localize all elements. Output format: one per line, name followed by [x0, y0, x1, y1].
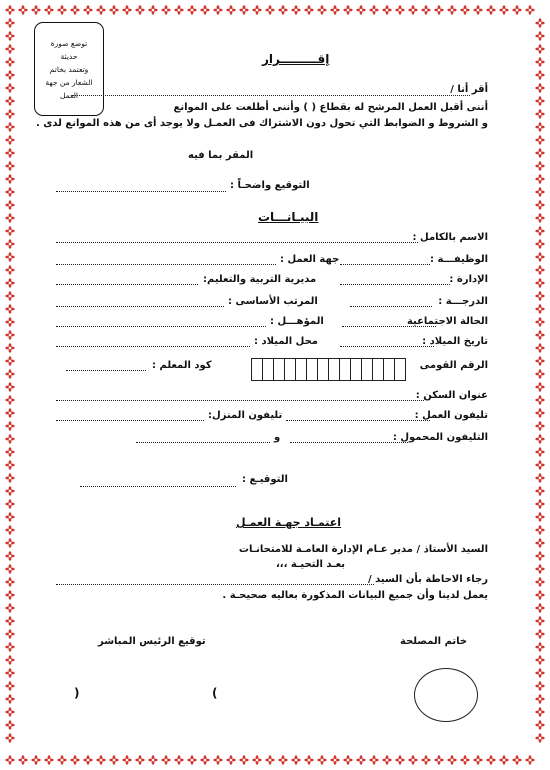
border-ornament	[434, 755, 443, 764]
teacher-code-label: كود المعلم :	[152, 360, 212, 371]
border-ornament	[148, 755, 157, 764]
border-ornament	[535, 31, 544, 40]
birth-date-field[interactable]	[340, 346, 434, 347]
signature-label: التوقيـع :	[242, 474, 288, 485]
administration-label: الإدارة :	[449, 274, 488, 285]
border-ornament	[70, 755, 79, 764]
border-ornament	[330, 5, 339, 14]
border-ornament	[5, 616, 14, 625]
address-field[interactable]	[56, 400, 424, 401]
border-ornament	[535, 395, 544, 404]
border-ornament	[5, 174, 14, 183]
border-ornament	[535, 447, 544, 456]
border-ornament	[535, 590, 544, 599]
border-ornament	[535, 304, 544, 313]
border-ornament	[535, 382, 544, 391]
border-ornament	[96, 5, 105, 14]
border-ornament	[535, 733, 544, 742]
border-ornament	[535, 369, 544, 378]
border-ornament	[486, 5, 495, 14]
border-ornament	[57, 5, 66, 14]
photo-box-line: الشعار من جهة	[45, 77, 93, 87]
border-ornament	[535, 486, 544, 495]
border-ornament	[265, 755, 274, 764]
approval-notice: رجاء الاحاطة بأن السيد /	[368, 574, 488, 585]
border-ornament	[122, 755, 131, 764]
border-ornament	[200, 5, 209, 14]
border-ornament	[535, 668, 544, 677]
border-ornament	[395, 5, 404, 14]
border-ornament	[535, 343, 544, 352]
border-ornament	[18, 755, 27, 764]
border-ornament	[213, 5, 222, 14]
border-ornament	[5, 681, 14, 690]
border-ornament	[369, 755, 378, 764]
border-ornament	[408, 5, 417, 14]
border-ornament	[5, 486, 14, 495]
directorate-label: مديرية التربية والتعليم:	[203, 274, 317, 285]
approval-person-field[interactable]	[56, 584, 374, 585]
border-ornament	[330, 755, 339, 764]
border-ornament	[5, 577, 14, 586]
border-ornament	[265, 5, 274, 14]
border-ornament	[535, 135, 544, 144]
border-ornament	[434, 5, 443, 14]
border-ornament	[252, 5, 261, 14]
approval-confirmation: يعمل لدينا وأن جميع البيانات المذكورة بعاليه صحيحـة .	[222, 590, 488, 601]
qualification-label: المؤهـــل :	[270, 316, 324, 327]
border-ornament	[535, 408, 544, 417]
border-ornament	[535, 499, 544, 508]
border-ornament	[5, 447, 14, 456]
border-ornament	[187, 5, 196, 14]
border-ornament	[5, 356, 14, 365]
border-ornament	[239, 5, 248, 14]
grade-label: الدرجـــة :	[438, 296, 488, 307]
marital-status-label: الحالة الاجتماعية	[406, 316, 488, 327]
signature-field[interactable]	[80, 486, 236, 487]
seal-label: خاتم المصلحة	[400, 636, 468, 647]
declaration-line-2: أننى أقبل العمل المرشح له بقطاع ( ) وأننى أطلعت على الموانع	[173, 102, 488, 113]
border-ornament	[535, 291, 544, 300]
border-ornament	[395, 755, 404, 764]
border-ornament	[5, 460, 14, 469]
border-ornament	[356, 755, 365, 764]
border-ornament	[535, 356, 544, 365]
border-ornament	[122, 5, 131, 14]
photo-box-line: توضع صورة	[50, 38, 88, 48]
border-ornament	[57, 755, 66, 764]
border-ornament	[369, 5, 378, 14]
border-ornament	[304, 5, 313, 14]
supervisor-signature-label: توقيع الرئيس المباشر	[98, 636, 206, 647]
supervisor-signature-field[interactable]	[86, 698, 206, 699]
border-ornament	[486, 755, 495, 764]
border-ornament	[70, 5, 79, 14]
border-ornament	[447, 755, 456, 764]
border-ornament	[535, 109, 544, 118]
full-name-field[interactable]	[56, 242, 418, 243]
border-ornament	[535, 18, 544, 27]
border-ornament	[5, 434, 14, 443]
border-ornament	[5, 70, 14, 79]
teacher-code-field[interactable]	[66, 370, 146, 371]
border-ornament	[5, 31, 14, 40]
border-ornament	[382, 5, 391, 14]
border-ornament	[535, 473, 544, 482]
workplace-label: جهة العمل :	[280, 254, 340, 265]
birth-date-label: تاريخ الميلاد :	[422, 336, 488, 347]
border-ornament	[535, 577, 544, 586]
approval-addressee: السيد الأستاذ / مدير عـام الإدارة العامـة للامتحانـات	[238, 544, 488, 555]
border-ornament	[148, 5, 157, 14]
border-ornament	[535, 681, 544, 690]
border-ornament	[535, 278, 544, 287]
border-ornament	[535, 629, 544, 638]
address-label: عنوان السكن :	[415, 390, 488, 401]
border-ornament	[5, 499, 14, 508]
border-ornament	[525, 755, 534, 764]
border-ornament	[535, 252, 544, 261]
border-ornament	[5, 642, 14, 651]
border-ornament	[5, 733, 14, 742]
job-field[interactable]	[340, 264, 430, 265]
border-ornament	[535, 655, 544, 664]
border-ornament	[421, 755, 430, 764]
border-ornament	[5, 720, 14, 729]
national-id-digit-box[interactable]	[394, 358, 406, 381]
border-ornament	[5, 603, 14, 612]
border-ornament	[535, 564, 544, 573]
border-ornament	[5, 421, 14, 430]
border-ornament	[5, 317, 14, 326]
border-ornament	[535, 187, 544, 196]
border-ornament	[44, 5, 53, 14]
border-ornament	[5, 538, 14, 547]
job-label: الوظيفـــة :	[430, 254, 488, 265]
border-ornament	[5, 291, 14, 300]
border-ornament	[213, 755, 222, 764]
border-ornament	[535, 44, 544, 53]
border-ornament	[343, 5, 352, 14]
border-ornament	[535, 421, 544, 430]
border-ornament	[5, 330, 14, 339]
border-ornament	[5, 135, 14, 144]
birth-place-field[interactable]	[56, 346, 250, 347]
mobile-label: التليفون المحمول :	[392, 432, 488, 443]
seal-stamp-area	[414, 668, 478, 722]
border-ornament	[278, 5, 287, 14]
border-ornament	[535, 213, 544, 222]
work-phone-label: تليفون العمل :	[414, 410, 488, 421]
border-ornament	[239, 755, 248, 764]
border-ornament	[535, 70, 544, 79]
border-ornament	[31, 755, 40, 764]
declaration-line-3: و الشروط و الضوابط التي تحول دون الاشتراك فى العمـل ولا يوجد أى من هذه الموانع لدى .	[35, 118, 488, 129]
border-ornament	[291, 5, 300, 14]
border-ornament	[5, 369, 14, 378]
declarant-name-field[interactable]	[72, 95, 470, 96]
border-ornament	[535, 616, 544, 625]
border-ornament	[535, 707, 544, 716]
border-ornament	[135, 755, 144, 764]
border-ornament	[343, 755, 352, 764]
workplace-field[interactable]	[56, 264, 276, 265]
border-ornament	[535, 720, 544, 729]
border-ornament	[5, 213, 14, 222]
border-ornament	[5, 551, 14, 560]
border-ornament	[535, 330, 544, 339]
border-ornament	[5, 187, 14, 196]
border-ornament	[5, 525, 14, 534]
mobile-field-2[interactable]	[136, 442, 270, 443]
mobile-and-label: و	[274, 432, 281, 443]
basic-salary-label: المرتب الأساسى :	[228, 296, 318, 307]
border-ornament	[83, 5, 92, 14]
border-ornament	[535, 512, 544, 521]
approval-heading: اعتمـاد جهـة العمـل	[236, 516, 342, 529]
border-ornament	[5, 252, 14, 261]
border-ornament	[408, 755, 417, 764]
border-ornament	[5, 343, 14, 352]
border-ornament	[278, 755, 287, 764]
photo-box-line: وتعتمد بخاتم	[49, 64, 89, 74]
border-ornament	[473, 755, 482, 764]
grade-field[interactable]	[350, 306, 432, 307]
photo-placeholder-box	[34, 22, 104, 116]
border-ornament	[5, 408, 14, 417]
data-section-heading: البيـانـــات	[258, 210, 319, 224]
border-ornament	[31, 5, 40, 14]
border-ornament	[5, 96, 14, 105]
border-ornament	[5, 564, 14, 573]
border-ornament	[535, 460, 544, 469]
border-ornament	[535, 96, 544, 105]
home-phone-field[interactable]	[56, 420, 204, 421]
border-ornament	[535, 83, 544, 92]
border-ornament	[200, 755, 209, 764]
border-ornament	[96, 755, 105, 764]
marital-status-field[interactable]	[342, 326, 436, 327]
photo-box-line: حديثة	[60, 51, 78, 61]
border-ornament	[5, 278, 14, 287]
border-ornament	[252, 755, 261, 764]
border-ornament	[356, 5, 365, 14]
border-ornament	[5, 395, 14, 404]
border-ornament	[5, 629, 14, 638]
border-ornament	[535, 226, 544, 235]
declaration-line-1: أقر أنا /	[450, 84, 488, 95]
border-ornament	[317, 755, 326, 764]
border-ornament	[535, 642, 544, 651]
border-ornament	[161, 5, 170, 14]
border-ornament	[5, 590, 14, 599]
border-ornament	[5, 18, 14, 27]
border-ornament	[535, 538, 544, 547]
border-ornament	[499, 5, 508, 14]
mobile-field-1[interactable]	[290, 442, 408, 443]
border-ornament	[5, 200, 14, 209]
border-ornament	[5, 382, 14, 391]
border-ornament	[535, 57, 544, 66]
border-ornament	[5, 239, 14, 248]
border-ornament	[109, 755, 118, 764]
border-ornament	[535, 317, 544, 326]
border-ornament	[304, 755, 313, 764]
approval-greeting: بعـد التحيـة ،،،	[276, 559, 345, 570]
border-ornament	[109, 5, 118, 14]
border-ornament	[187, 755, 196, 764]
border-ornament	[5, 122, 14, 131]
border-ornament	[317, 5, 326, 14]
border-ornament	[5, 473, 14, 482]
border-ornament	[447, 5, 456, 14]
national-id-label: الرقم القومى	[419, 360, 488, 371]
border-ornament	[5, 707, 14, 716]
supervisor-paren-open: (	[74, 686, 80, 700]
border-ornament	[5, 668, 14, 677]
border-ornament	[44, 755, 53, 764]
border-ornament	[525, 5, 534, 14]
border-ornament	[5, 265, 14, 274]
clear-signature-label: التوقيع واضحـاً :	[230, 180, 310, 191]
border-ornament	[226, 5, 235, 14]
border-ornament	[535, 148, 544, 157]
clear-signature-field[interactable]	[56, 191, 226, 192]
border-ornament	[5, 148, 14, 157]
border-ornament	[460, 5, 469, 14]
border-ornament	[5, 694, 14, 703]
border-ornament	[535, 265, 544, 274]
border-ornament	[382, 755, 391, 764]
border-ornament	[5, 755, 14, 764]
border-ornament	[174, 755, 183, 764]
border-ornament	[473, 5, 482, 14]
border-ornament	[174, 5, 183, 14]
border-ornament	[5, 512, 14, 521]
border-ornament	[535, 239, 544, 248]
border-ornament	[512, 755, 521, 764]
directorate-field[interactable]	[56, 284, 198, 285]
border-ornament	[5, 5, 14, 14]
border-ornament	[135, 5, 144, 14]
border-ornament	[83, 755, 92, 764]
border-ornament	[535, 551, 544, 560]
work-phone-field[interactable]	[286, 420, 430, 421]
border-ornament	[5, 44, 14, 53]
border-ornament	[18, 5, 27, 14]
border-ornament	[291, 755, 300, 764]
border-ornament	[512, 5, 521, 14]
border-ornament	[5, 109, 14, 118]
border-ornament	[226, 755, 235, 764]
border-ornament	[161, 755, 170, 764]
border-ornament	[460, 755, 469, 764]
administration-field[interactable]	[340, 284, 450, 285]
border-ornament	[535, 525, 544, 534]
border-ornament	[535, 694, 544, 703]
home-phone-label: تليفون المنزل:	[208, 410, 283, 421]
border-ornament	[5, 57, 14, 66]
border-ornament	[5, 655, 14, 664]
border-ornament	[5, 226, 14, 235]
border-ornament	[5, 83, 14, 92]
border-ornament	[535, 603, 544, 612]
border-ornament	[535, 161, 544, 170]
border-ornament	[535, 122, 544, 131]
border-ornament	[535, 174, 544, 183]
border-ornament	[535, 200, 544, 209]
national-id-boxes[interactable]	[252, 358, 406, 381]
declarant-label: المقر بما فيه	[188, 150, 254, 161]
qualification-field[interactable]	[56, 326, 266, 327]
birth-place-label: محل الميلاد :	[254, 336, 318, 347]
border-ornament	[535, 434, 544, 443]
border-ornament	[499, 755, 508, 764]
page-title: إقـــــــــرار	[262, 52, 330, 66]
border-ornament	[5, 161, 14, 170]
full-name-label: الاسم بالكامل :	[412, 232, 488, 243]
basic-salary-field[interactable]	[56, 306, 224, 307]
photo-box-line: العمل	[60, 90, 79, 100]
supervisor-paren-close: )	[212, 686, 218, 700]
border-ornament	[5, 304, 14, 313]
border-ornament	[421, 5, 430, 14]
